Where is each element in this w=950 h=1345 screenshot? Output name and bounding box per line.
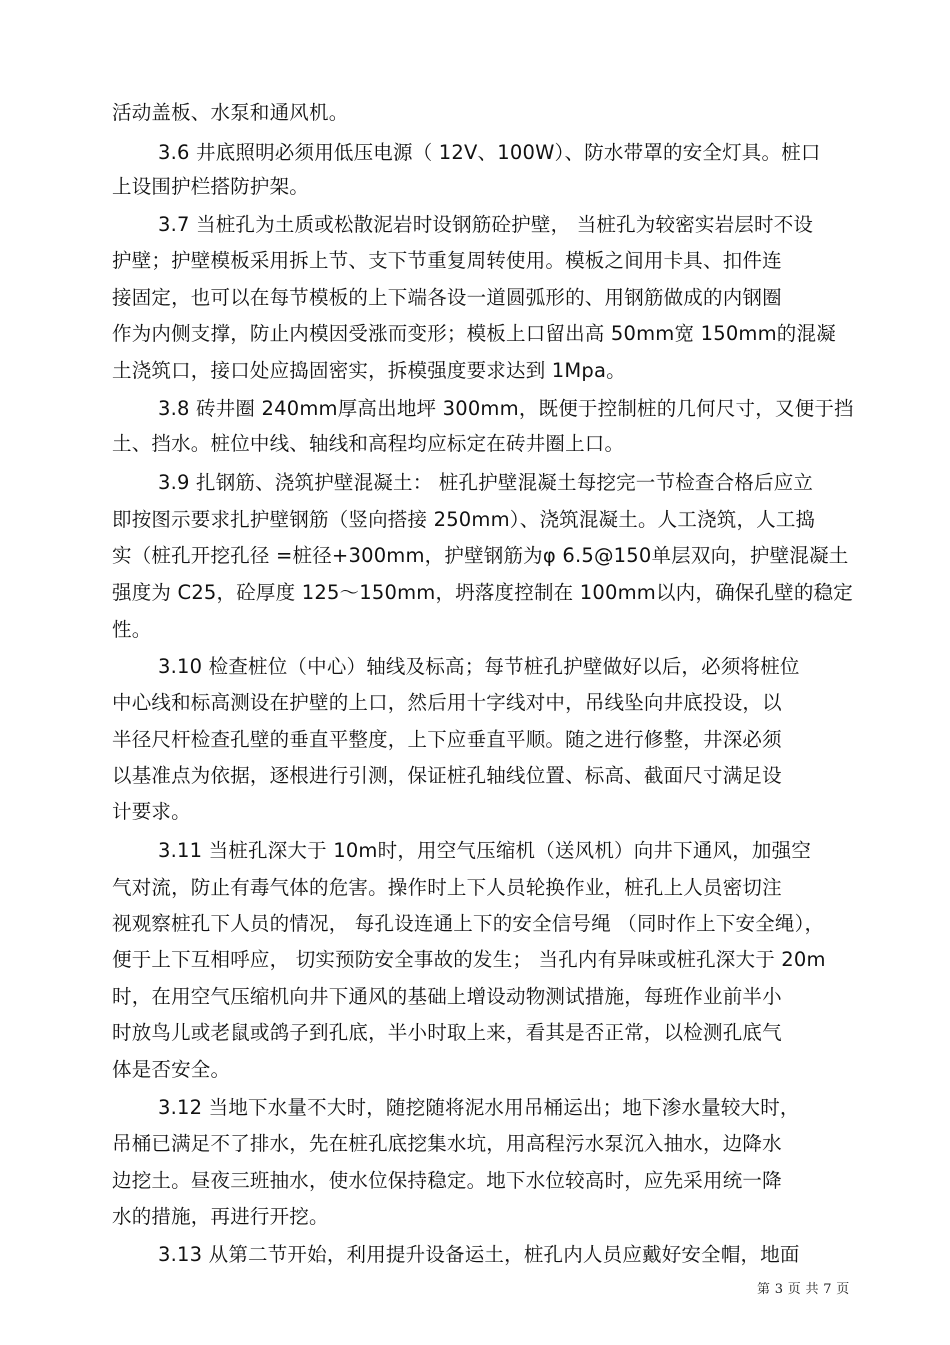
text-line: 3.8 砖井圈 240mm厚高出地坪 300mm，既便于控制桩的几何尺寸，又便于挡 (158, 397, 854, 420)
text-line: 气对流，防止有毒气体的危害。操作时上下人员轮换作业，桩孔上人员密切注 (112, 876, 782, 899)
text-line: 强度为 C25，砼厚度 125～150mm，坍落度控制在 100mm以内，确保孔壁的稳定 (112, 581, 853, 604)
text-line: 以基准点为依据，逐根进行引测，保证桩孔轴线位置、标高、截面尺寸满足设 (112, 764, 782, 787)
text-line: 上设围护栏搭防护架。 (112, 175, 310, 198)
text-line: 接固定，也可以在每节模板的上下端各设一道圆弧形的、用钢筋做成的内钢圈 (112, 286, 782, 309)
page-number-footer: 第 3 页 共 7 页 (757, 1282, 850, 1297)
text-line: 土浇筑口，接口处应捣固密实，拆模强度要求达到 1Mpa。 (112, 359, 626, 382)
text-line: 3.11 当桩孔深大于 10m时，用空气压缩机（送风机）向井下通风，加强空 (158, 839, 812, 862)
text-line: 即按图示要求扎护壁钢筋（竖向搭接 250mm）、浇筑混凝土。人工浇筑，人工捣 (112, 508, 816, 531)
text-line: 3.9 扎钢筋、浇筑护壁混凝土： 桩孔护壁混凝土每挖完一节检查合格后应立 (158, 471, 814, 494)
text-line: 性。 (112, 618, 152, 641)
text-line: 作为内侧支撑，防止内模因受涨而变形；模板上口留出高 50mm宽 150mm的混凝 (112, 322, 836, 345)
text-line: 吊桶已满足不了排水，先在桩孔底挖集水坑，用高程污水泵沉入抽水，边降水 (112, 1132, 782, 1155)
text-line: 3.6 井底照明必须用低压电源（ 12V、100W）、防水带罩的安全灯具。桩口 (158, 141, 821, 164)
text-line: 半径尺杆检查孔壁的垂直平整度，上下应垂直平顺。随之进行修整，井深必须 (112, 728, 782, 751)
text-line: 实（桩孔开挖孔径 =桩径+300mm，护壁钢筋为φ 6.5@150单层双向，护壁混凝土 (112, 544, 849, 567)
text-line: 便于上下互相呼应， 切实预防安全事故的发生； 当孔内有异味或桩孔深大于 20m (112, 948, 826, 971)
text-line: 3.7 当桩孔为土质或松散泥岩时设钢筋砼护壁， 当桩孔为较密实岩层时不设 (158, 213, 814, 236)
text-line: 视观察桩孔下人员的情况， 每孔设连通上下的安全信号绳 （同时作上下安全绳）， (112, 912, 825, 935)
text-line: 体是否安全。 (112, 1058, 231, 1081)
text-line: 时放鸟儿或老鼠或鸽子到孔底，半小时取上来，看其是否正常，以检测孔底气 (112, 1021, 782, 1044)
text-line: 计要求。 (112, 800, 191, 823)
text-line: 中心线和标高测设在护壁的上口，然后用十字线对中，吊线坠向井底投设，以 (112, 691, 782, 714)
text-line: 3.10 检查桩位（中心）轴线及标高；每节桩孔护壁做好以后，必须将桩位 (158, 655, 800, 678)
text-line: 水的措施，再进行开挖。 (112, 1205, 329, 1228)
text-line: 边挖土。昼夜三班抽水，使水位保持稳定。地下水位较高时，应先采用统一降 (112, 1169, 782, 1192)
text-line: 3.13 从第二节开始，利用提升设备运土，桩孔内人员应戴好安全帽，地面 (158, 1243, 800, 1266)
text-line: 护壁；护壁模板采用拆上节、支下节重复周转使用。模板之间用卡具、扣件连 (112, 249, 782, 272)
text-line: 时，在用空气压缩机向井下通风的基础上增设动物测试措施，每班作业前半小 (112, 985, 782, 1008)
text-line: 3.12 当地下水量不大时，随挖随将泥水用吊桶运出；地下渗水量较大时， (158, 1096, 800, 1119)
text-line: 土、挡水。桩位中线、轴线和高程均应标定在砖井圈上口。 (112, 432, 625, 455)
text-line: 活动盖板、水泵和通风机。 (112, 101, 349, 124)
